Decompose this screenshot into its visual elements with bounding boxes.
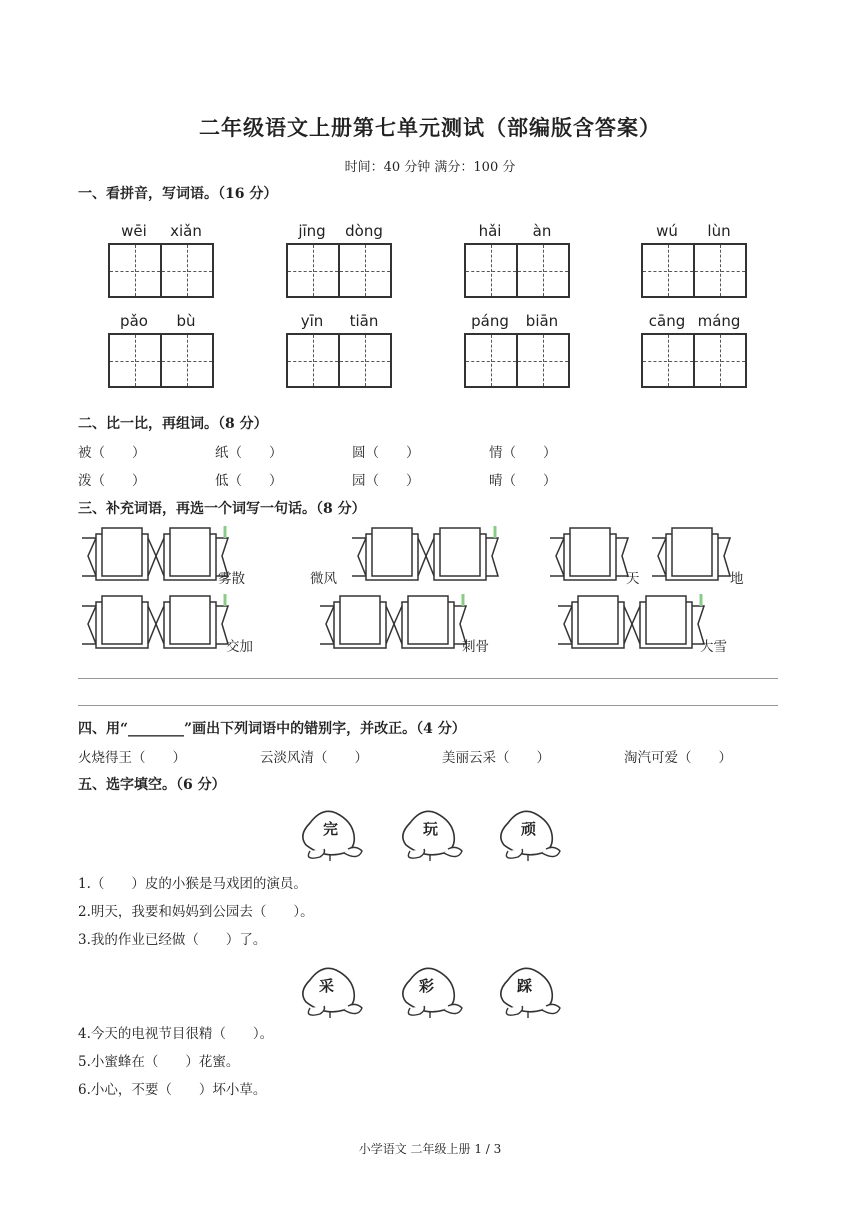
writing-grid-8[interactable] <box>641 333 747 388</box>
pinyin-3a: hǎi <box>478 222 502 240</box>
char-option[interactable]: 踩 <box>517 977 533 995</box>
pinyin-2b: dòng <box>345 222 383 240</box>
writing-grid-2[interactable] <box>286 243 392 298</box>
char-option[interactable]: 彩 <box>419 977 435 995</box>
typo-item[interactable]: 火烧得王（ ） <box>78 750 186 766</box>
compare-item[interactable]: 晴（ ） <box>489 473 557 489</box>
pinyin-1b: xiǎn <box>170 222 202 240</box>
pinyin-7b: biān <box>525 312 559 330</box>
typo-item[interactable]: 美丽云采（ ） <box>442 750 550 766</box>
pinyin-6a: yīn <box>300 312 324 330</box>
pinyin-1a: wēi <box>121 222 147 240</box>
fill-question[interactable]: 6.小心，不要（ ）坏小草。 <box>78 1082 267 1098</box>
idiom-hint: 微风 <box>310 571 337 587</box>
writing-grid-4[interactable] <box>641 243 747 298</box>
pinyin-7a: páng <box>471 312 509 330</box>
idiom-hint: 地 <box>730 571 744 587</box>
sentence-writing-line[interactable] <box>78 705 778 706</box>
word-completion-frames <box>70 520 790 655</box>
page-footer: 小学语文 二年级上册 1 / 3 <box>358 1142 502 1156</box>
writing-grid-5[interactable] <box>108 333 214 388</box>
compare-item[interactable]: 被（ ） <box>78 445 146 461</box>
typo-item[interactable]: 云淡风清（ ） <box>260 750 368 766</box>
fill-question[interactable]: 1.（ ）皮的小猴是马戏团的演员。 <box>78 876 307 892</box>
section-1-heading: 一、看拼音，写词语。（16 分） <box>78 186 278 202</box>
page-subtitle: 时间：40 分钟 满分：100 分 <box>344 160 516 175</box>
fill-question[interactable]: 2.明天，我要和妈妈到公园去（ ）。 <box>78 904 314 920</box>
fill-question[interactable]: 4.今天的电视节目很精（ ）。 <box>78 1026 274 1042</box>
char-option[interactable]: 完 <box>323 820 339 838</box>
idiom-hint: 天 <box>626 571 640 587</box>
writing-grid-3[interactable] <box>464 243 570 298</box>
writing-grid-1[interactable] <box>108 243 214 298</box>
pinyin-4b: lùn <box>707 222 731 240</box>
char-option[interactable]: 玩 <box>423 820 439 838</box>
compare-item[interactable]: 园（ ） <box>352 473 420 489</box>
compare-item[interactable]: 情（ ） <box>489 445 557 461</box>
section-3-heading: 三、补充词语，再选一个词写一句话。（8 分） <box>78 501 366 517</box>
idiom-hint: 刺骨 <box>462 639 489 655</box>
pinyin-4a: wú <box>656 222 678 240</box>
pinyin-5b: bù <box>176 312 196 330</box>
char-option[interactable]: 采 <box>319 977 335 995</box>
char-option[interactable]: 顽 <box>521 820 537 838</box>
pinyin-8a: cāng <box>648 312 686 330</box>
compare-item[interactable]: 泼（ ） <box>78 473 146 489</box>
idiom-hint: 交加 <box>226 639 253 655</box>
compare-item[interactable]: 圆（ ） <box>352 445 420 461</box>
page-title: 二年级语文上册第七单元测试（部编版含答案） <box>199 115 661 140</box>
writing-grid-6[interactable] <box>286 333 392 388</box>
pinyin-8b: máng <box>697 312 741 330</box>
typo-item[interactable]: 淘汽可爱（ ） <box>624 750 732 766</box>
section-2-heading: 二、比一比，再组词。（8 分） <box>78 416 268 432</box>
compare-item[interactable]: 纸（ ） <box>215 445 283 461</box>
pinyin-2a: jīng <box>298 222 326 240</box>
sentence-writing-line[interactable] <box>78 678 778 679</box>
fill-question[interactable]: 3.我的作业已经做（ ）了。 <box>78 932 267 948</box>
section-4-heading: 四、用“________”画出下列词语中的错别字，并改正。（4 分） <box>78 721 466 737</box>
pinyin-3b: àn <box>532 222 552 240</box>
pinyin-6b: tiān <box>349 312 379 330</box>
fill-question[interactable]: 5.小蜜蜂在（ ）花蜜。 <box>78 1054 240 1070</box>
pinyin-5a: pǎo <box>120 312 148 330</box>
idiom-hint: 雾散 <box>218 571 245 587</box>
writing-grid-7[interactable] <box>464 333 570 388</box>
compare-item[interactable]: 低（ ） <box>215 473 283 489</box>
idiom-hint: 大雪 <box>700 639 727 655</box>
section-5-heading: 五、选字填空。（6 分） <box>78 777 226 793</box>
